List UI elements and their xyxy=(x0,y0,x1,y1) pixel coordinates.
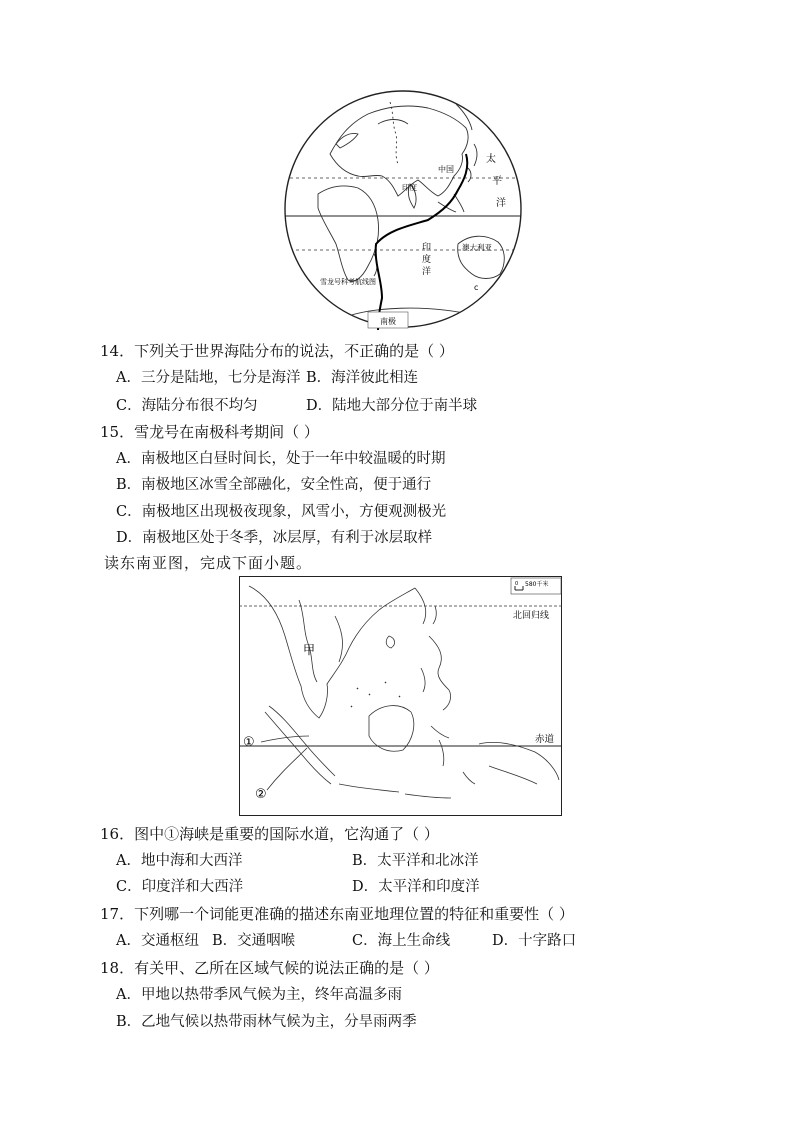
q14-option-c[interactable]: C．海陆分布很不均匀 xyxy=(116,398,258,414)
q18-option-a[interactable]: A．甲地以热带季风气候为主，终年高温多雨 xyxy=(116,987,402,1003)
label-pacific-1: 太 xyxy=(486,154,496,165)
q14-option-a[interactable]: A．三分是陆地，七分是海洋 xyxy=(116,370,301,386)
label-indian-ocean-1: 印 xyxy=(422,243,432,253)
label-pacific-2: 平 xyxy=(492,176,502,187)
q14-stem: 14．下列关于世界海陆分布的说法，不正确的是（ ） xyxy=(100,342,454,360)
label-c: c xyxy=(474,283,479,292)
label-india: 印度 xyxy=(402,183,417,192)
label-jia: 甲 xyxy=(303,643,316,657)
q15-option-b[interactable]: B．南极地区冰雪全部融化，安全性高，便于通行 xyxy=(116,477,432,493)
q17-option-b[interactable]: B．交通咽喉 xyxy=(212,933,296,949)
q16-option-d[interactable]: D．太平洋和印度洋 xyxy=(352,879,480,895)
label-strait-1: ① xyxy=(243,735,255,750)
q16-option-c[interactable]: C．印度洋和大西洋 xyxy=(116,879,244,895)
label-antarctica: 南极 xyxy=(380,317,396,326)
q17-option-c[interactable]: C．海上生命线 xyxy=(352,933,451,949)
q14-option-d[interactable]: D．陆地大部分位于南半球 xyxy=(306,398,478,414)
label-indian-ocean-3: 洋 xyxy=(422,267,432,277)
q17-option-a[interactable]: A．交通枢纽 xyxy=(116,933,199,949)
q18-stem: 18．有关甲、乙所在区域气候的说法正确的是（ ） xyxy=(100,959,439,977)
label-australia: 澳大利亚 xyxy=(462,243,492,252)
q17-stem: 17．下列哪一个词能更准确的描述东南亚地理位置的特征和重要性（ ） xyxy=(100,905,574,923)
q14-option-b[interactable]: B．海洋彼此相连 xyxy=(306,370,419,386)
label-tropic: 北回归线 xyxy=(513,611,550,621)
section-intro: 读东南亚图，完成下面小题。 xyxy=(104,554,313,572)
southeast-asia-map xyxy=(239,576,562,816)
label-route: 雪龙号科考航线图 xyxy=(320,278,376,286)
label-pacific-3: 洋 xyxy=(496,198,506,209)
q18-option-b[interactable]: B．乙地气候以热带雨林气候为主，分旱雨两季 xyxy=(116,1014,417,1030)
q15-option-c[interactable]: C．南极地区出现极夜现象，风雪小，方便观测极光 xyxy=(116,504,447,520)
label-china: 中国 xyxy=(438,165,454,174)
q16-option-a[interactable]: A．地中海和大西洋 xyxy=(116,853,243,869)
scale-label: 580千米 xyxy=(525,581,549,588)
label-strait-2: ② xyxy=(255,787,267,802)
q17-option-d[interactable]: D．十字路口 xyxy=(492,933,577,949)
globe-map xyxy=(278,84,528,336)
q16-option-b[interactable]: B．太平洋和北冰洋 xyxy=(352,853,479,869)
label-equator: 赤道 xyxy=(535,734,555,745)
label-indian-ocean-2: 度 xyxy=(422,255,432,265)
q15-option-a[interactable]: A．南极地区白昼时间长，处于一年中较温暖的时期 xyxy=(116,451,446,467)
q15-option-d[interactable]: D．南极地区处于冬季，冰层厚，有利于冰层取样 xyxy=(116,530,433,546)
q16-stem: 16．图中①海峡是重要的国际水道，它沟通了（ ） xyxy=(100,825,439,843)
scale-zero: 0 xyxy=(515,581,519,587)
q15-stem: 15．雪龙号在南极科考期间（ ） xyxy=(100,423,319,441)
